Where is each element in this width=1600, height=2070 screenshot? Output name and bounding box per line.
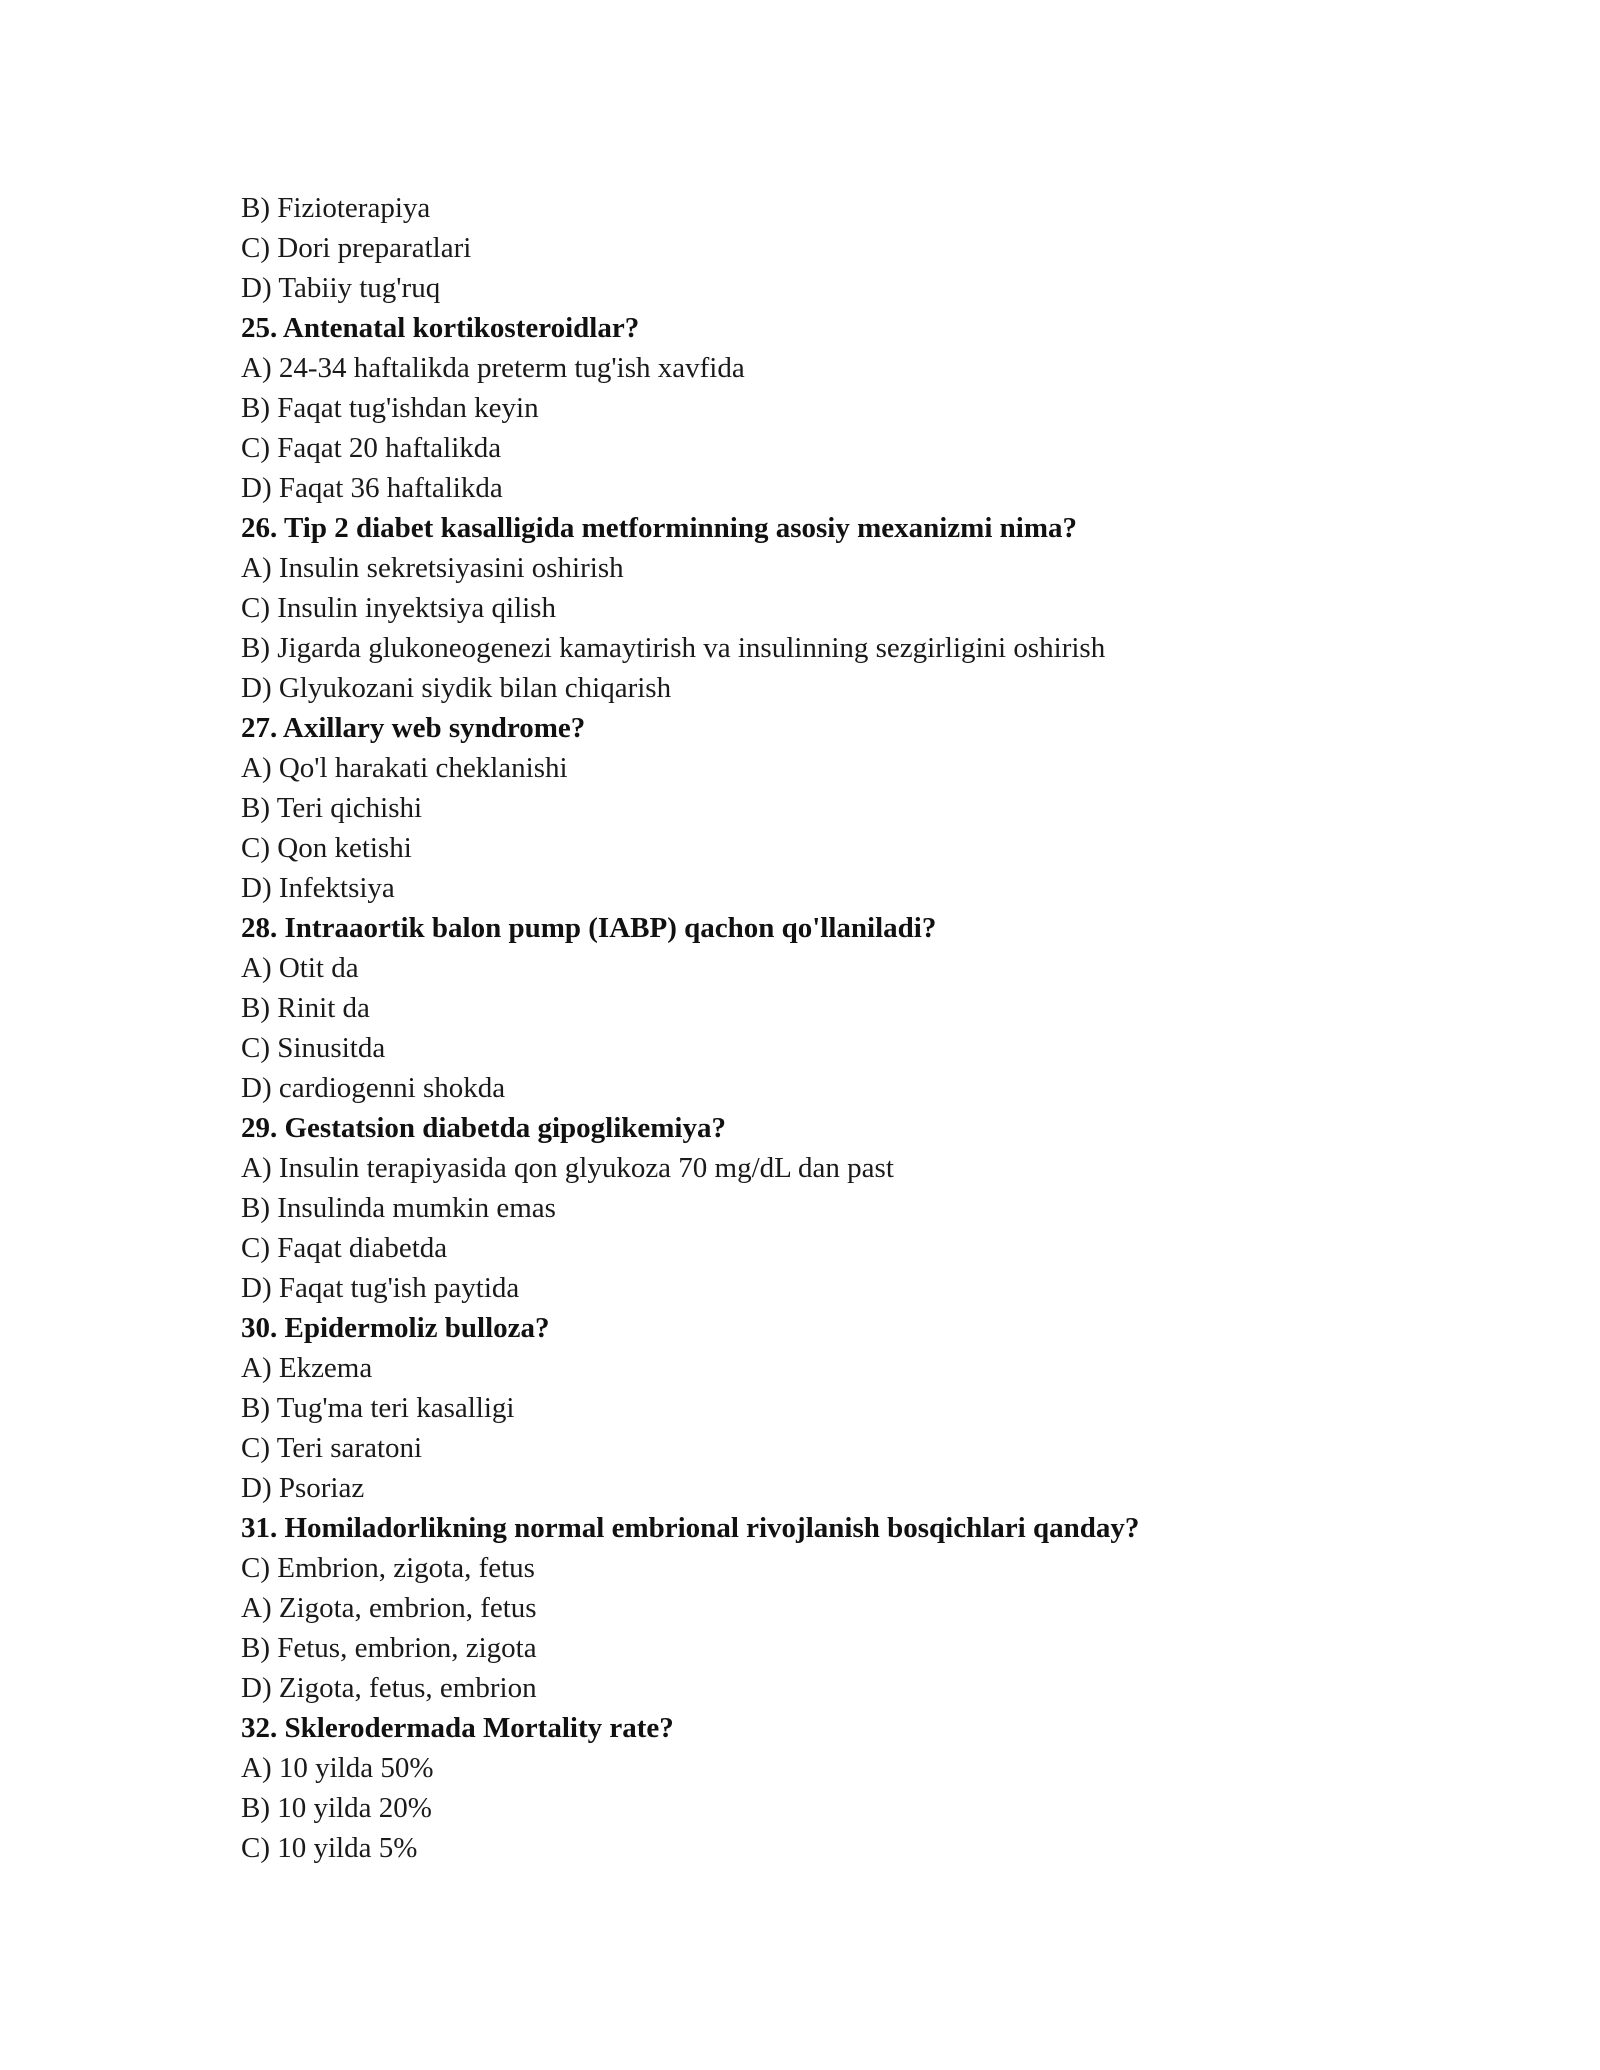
answer-option: A) 10 yilda 50%: [241, 1752, 434, 1784]
question-heading: 26. Tip 2 diabet kasalligida metforminning asosiy mexanizmi nima?: [241, 512, 1077, 544]
answer-option: B) 10 yilda 20%: [241, 1792, 432, 1824]
answer-option: D) Zigota, fetus, embrion: [241, 1672, 537, 1704]
answer-option: B) Fetus, embrion, zigota: [241, 1632, 537, 1664]
answer-option: A) Insulin terapiyasida qon glyukoza 70 mg/dL dan past: [241, 1152, 894, 1184]
answer-option: B) Jigarda glukoneogenezi kamaytirish va insulinning sezgirligini oshirish: [241, 632, 1106, 664]
answer-option: C) 10 yilda 5%: [241, 1832, 418, 1864]
answer-option: B) Tug'ma teri kasalligi: [241, 1392, 515, 1424]
question-heading: 25. Antenatal kortikosteroidlar?: [241, 312, 640, 344]
answer-option: D) Faqat tug'ish paytida: [241, 1272, 520, 1304]
answer-option: A) Zigota, embrion, fetus: [241, 1592, 537, 1624]
answer-option: C) Faqat 20 haftalikda: [241, 432, 502, 464]
answer-option: A) 24-34 haftalikda preterm tug'ish xavfida: [241, 352, 745, 384]
answer-option: A) Insulin sekretsiyasini oshirish: [241, 552, 624, 584]
answer-option: B) Teri qichishi: [241, 792, 423, 824]
question-heading: 29. Gestatsion diabetda gipoglikemiya?: [241, 1112, 726, 1144]
answer-option: D) cardiogenni shokda: [241, 1072, 506, 1104]
answer-option: B) Fizioterapiya: [241, 192, 431, 224]
answer-option: D) Infektsiya: [241, 872, 395, 904]
answer-option: C) Teri saratoni: [241, 1432, 423, 1464]
question-heading: 32. Sklerodermada Mortality rate?: [241, 1712, 674, 1744]
answer-option: B) Faqat tug'ishdan keyin: [241, 392, 539, 424]
answer-option: A) Otit da: [241, 952, 359, 984]
answer-option: B) Rinit da: [241, 992, 370, 1024]
answer-option: C) Embrion, zigota, fetus: [241, 1552, 535, 1584]
answer-option: C) Sinusitda: [241, 1032, 386, 1064]
answer-option: C) Dori preparatlari: [241, 232, 472, 264]
quiz-content: [241, 188, 1421, 1868]
answer-option: D) Psoriaz: [241, 1472, 365, 1504]
answer-option: C) Qon ketishi: [241, 832, 412, 864]
question-heading: 28. Intraaortik balon pump (IABP) qachon qo'llaniladi?: [241, 912, 937, 944]
answer-option: D) Glyukozani siydik bilan chiqarish: [241, 672, 672, 704]
answer-option: D) Faqat 36 haftalikda: [241, 472, 503, 504]
question-heading: 31. Homiladorlikning normal embrional rivojlanish bosqichlari qanday?: [241, 1512, 1140, 1544]
answer-option: B) Insulinda mumkin emas: [241, 1192, 556, 1224]
answer-option: A) Ekzema: [241, 1352, 373, 1384]
question-heading: 30. Epidermoliz bulloza?: [241, 1312, 550, 1344]
answer-option: A) Qo'l harakati cheklanishi: [241, 752, 568, 784]
answer-option: D) Tabiiy tug'ruq: [241, 272, 441, 304]
answer-option: C) Faqat diabetda: [241, 1232, 448, 1264]
question-heading: 27. Axillary web syndrome?: [241, 712, 586, 744]
answer-option: C) Insulin inyektsiya qilish: [241, 592, 556, 624]
